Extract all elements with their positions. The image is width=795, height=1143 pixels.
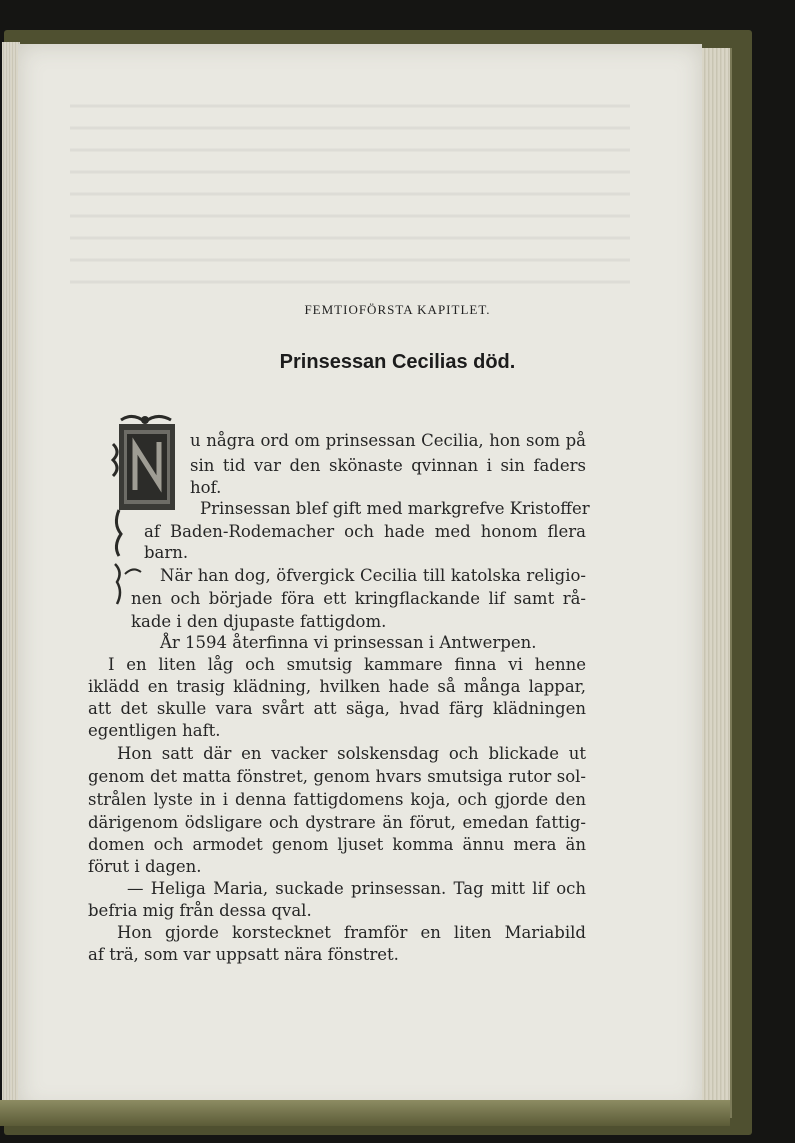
text-line: År 1594 återfinna vi prinsessan i Antwerpen. bbox=[160, 633, 537, 652]
text-line: hof. bbox=[190, 478, 222, 497]
text-line: af Baden-Rodemacher och hade med honom flera bbox=[144, 522, 586, 541]
text-line: barn. bbox=[144, 543, 189, 562]
text-line: — Heliga Maria, suckade prinsessan. Tag mitt lif och bbox=[127, 879, 586, 898]
text-line: nen och började föra ett kringflackande lif samt rå- bbox=[131, 589, 586, 608]
text-line: Hon gjorde korstecknet framför en liten Mariabild bbox=[117, 923, 586, 942]
text-line: sin tid var den skönaste qvinnan i sin faders bbox=[190, 456, 586, 475]
text-line: kade i den djupaste fattigdom. bbox=[131, 612, 387, 631]
text-line: att det skulle vara svårt att säga, hvad färg klädningen bbox=[88, 699, 586, 718]
text-line: domen och armodet genom ljuset komma ännu mera än bbox=[88, 835, 586, 854]
text-line: af trä, som var uppsatt nära fönstret. bbox=[88, 945, 399, 964]
book-bottom-edge bbox=[0, 1100, 730, 1126]
text-line: Prinsessan blef gift med markgrefve Kristoffer bbox=[200, 499, 590, 518]
text-line: När han dog, öfvergick Cecilia till katolska religio- bbox=[160, 566, 586, 585]
chapter-heading: FEMTIOFÖRSTA KAPITLET. bbox=[304, 302, 491, 317]
text-line: I en liten låg och smutsig kammare finna vi henne bbox=[108, 655, 586, 674]
text-line: strålen lyste in i denna fattigdomens koja, och gjorde den bbox=[88, 790, 586, 809]
text-line: därigenom ödsligare och dystrare än förut, emedan fattig- bbox=[88, 813, 586, 832]
bleed-through-text bbox=[70, 100, 630, 300]
text-line: förut i dagen. bbox=[88, 857, 202, 876]
text-line: genom det matta fönstret, genom hvars smutsiga rutor sol- bbox=[88, 767, 586, 786]
chapter-title: Prinsessan Cecilias död. bbox=[279, 351, 516, 373]
text-line: egentligen haft. bbox=[88, 721, 221, 740]
text-line: u några ord om prinsessan Cecilia, hon som på bbox=[190, 431, 586, 450]
text-line: Hon satt där en vacker solskensdag och blickade ut bbox=[117, 744, 586, 763]
text-line: iklädd en trasig klädning, hvilken hade så många lappar, bbox=[88, 677, 586, 696]
text-line: befria mig från dessa qval. bbox=[88, 901, 312, 920]
